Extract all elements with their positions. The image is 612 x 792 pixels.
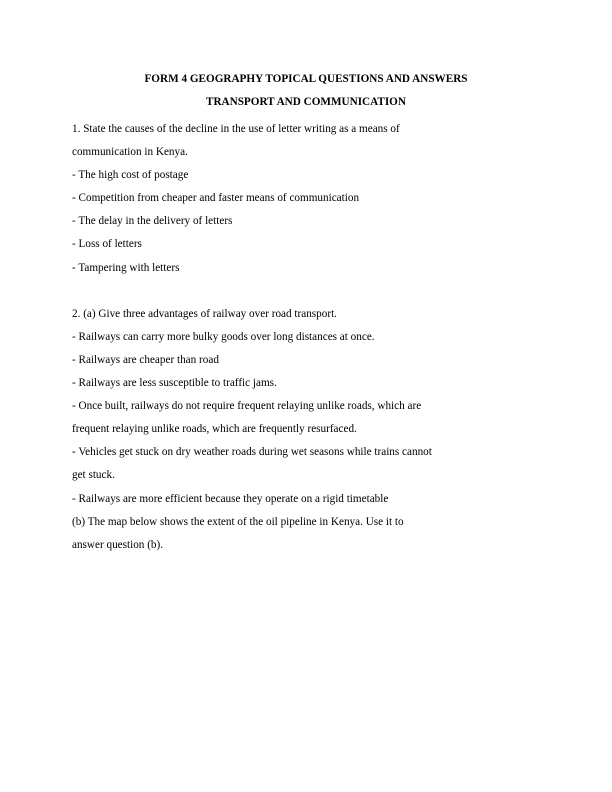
answer-item: frequent relaying unlike roads, which are frequently resurfaced. [72,423,357,436]
question-2a-text: 2. (a) Give three advantages of railway over road transport. [72,307,337,320]
document-title: FORM 4 GEOGRAPHY TOPICAL QUESTIONS AND ANSWERS [144,73,468,85]
answer-item: - The delay in the delivery of letters [72,215,233,228]
answer-item: - Once built, railways do not require frequent relaying unlike roads, which are [72,400,422,413]
answer-item: - Loss of letters [72,238,142,251]
answer-item: - Railways can carry more bulky goods over long distances at once. [72,330,375,343]
answer-item: - Vehicles get stuck on dry weather roads during wet seasons while trains cannot [72,446,432,459]
section-title: TRANSPORT AND COMMUNICATION [206,96,406,108]
answer-item: - Railways are more efficient because they operate on a rigid timetable [72,492,389,505]
document-body [72,118,542,557]
question-2b-text-cont: answer question (b). [72,538,164,551]
question-1-text: 1. State the causes of the decline in the use of letter writing as a means of [72,123,400,135]
answer-item: - Tampering with letters [72,261,180,274]
answer-item: - Railways are less susceptible to traffic jams. [72,377,277,390]
question-1-text-cont: communication in Kenya. [72,146,188,159]
answer-item: - The high cost of postage [72,169,189,182]
paragraph-gap [72,280,542,303]
answer-item: get stuck. [72,469,115,482]
question-2b-text: (b) The map below shows the extent of the oil pipeline in Kenya. Use it to [72,515,404,528]
answer-item: - Competition from cheaper and faster means of communication [72,192,360,205]
answer-item: - Railways are cheaper than road [72,353,219,366]
